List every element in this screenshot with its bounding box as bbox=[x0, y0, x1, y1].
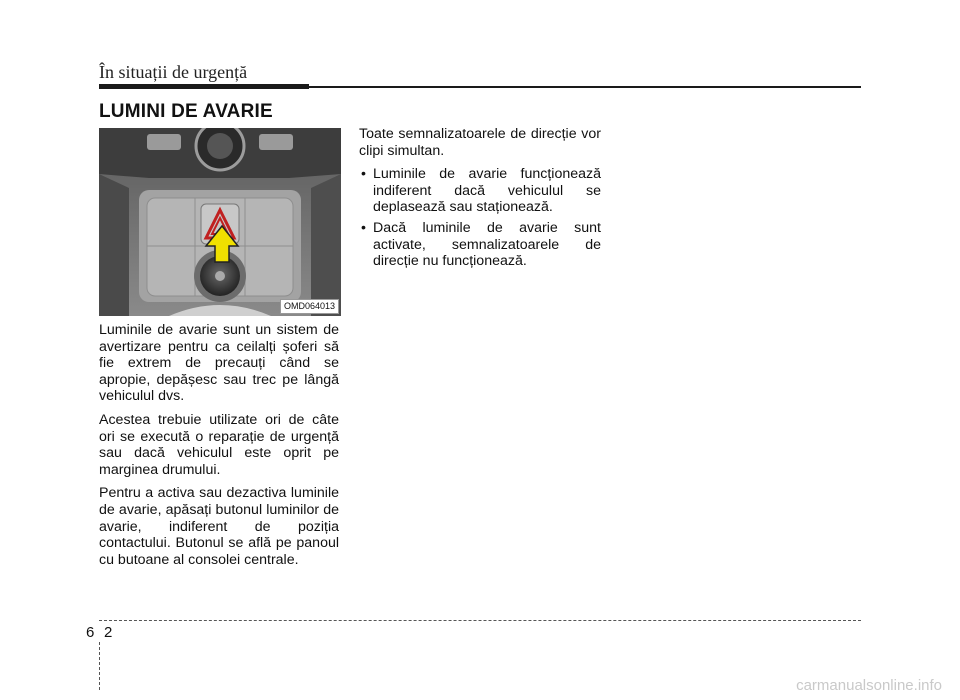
right-column bbox=[359, 126, 601, 274]
bullet-icon: • bbox=[361, 219, 366, 236]
list-item-text: Luminile de avarie funcționează indiferent dacă vehiculul se deplasează sau staționează. bbox=[373, 166, 601, 216]
header-title: În situații de urgență bbox=[99, 62, 248, 82]
paragraph: Luminile de avarie sunt un sistem de avertizare pentru ca ceilalți șoferi să fie extrem de precauți când se apropie, depășesc sau trec pe lângă vehiculul dvs. bbox=[99, 322, 339, 405]
list-item bbox=[359, 166, 601, 216]
figure-code: OMD064013 bbox=[280, 299, 339, 314]
left-column bbox=[99, 322, 339, 575]
intro-paragraph: Toate semnalizatoarele de direcție vor clipi simultan. bbox=[359, 126, 601, 159]
header-rule-thin bbox=[309, 86, 861, 88]
footer-rule bbox=[99, 620, 861, 621]
bullet-icon: • bbox=[361, 166, 366, 183]
paragraph: Acestea trebuie utilizate ori de câte ori se execută o reparație de urgență sau dacă vehiculul este oprit pe marginea drumului. bbox=[99, 411, 339, 478]
watermark: carmanualsonline.info bbox=[796, 677, 942, 694]
paragraph: Pentru a activa sau dezactiva luminile de avarie, apăsați butonul luminilor de avarie, indiferent de poziția contactului. Butonul se află pe panoul cu butoane al consolei centrale. bbox=[99, 485, 339, 568]
bullet-list bbox=[359, 166, 601, 270]
hazard-switch-photo bbox=[99, 128, 341, 316]
list-item bbox=[359, 220, 601, 270]
list-item-text: Dacă luminile de avarie sunt activate, semnalizatoarele de direcție nu funcționează. bbox=[373, 219, 601, 270]
footer-vertical-rule bbox=[99, 642, 100, 690]
console-illustration bbox=[99, 128, 341, 316]
header-rule-thick bbox=[99, 84, 309, 89]
section-title: LUMINI DE AVARIE bbox=[99, 101, 273, 122]
chapter-number: 6 bbox=[86, 624, 95, 641]
page-number: 2 bbox=[104, 624, 113, 641]
